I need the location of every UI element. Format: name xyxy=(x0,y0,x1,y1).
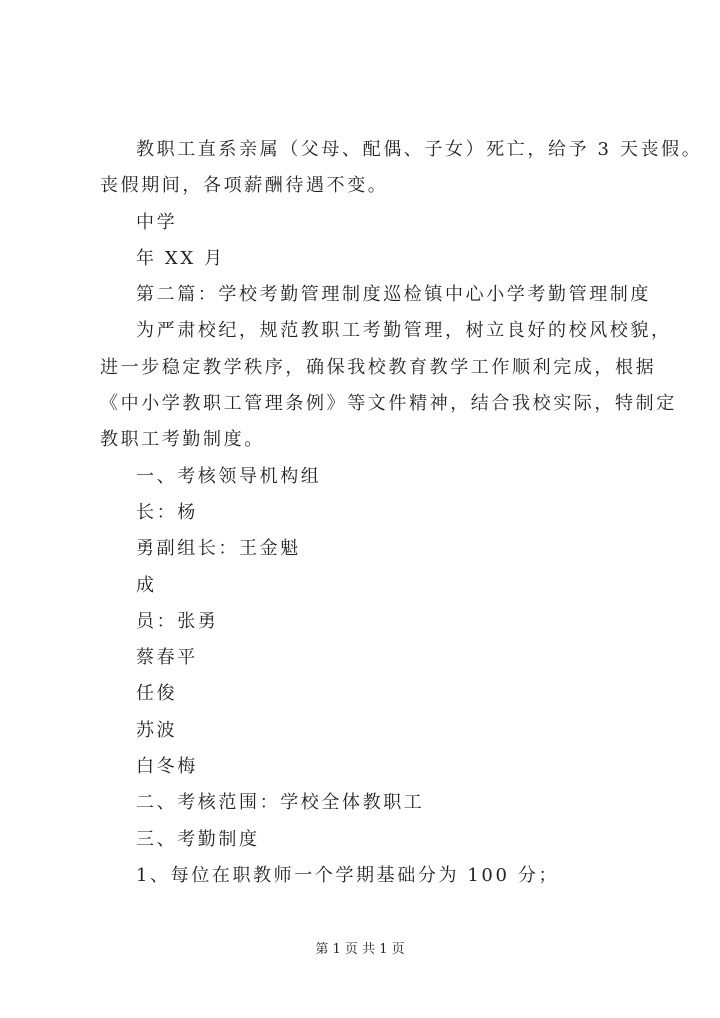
paragraph-line: 三、考勤制度 xyxy=(136,828,260,850)
paragraph-line: 丧假期间，各项薪酬待遇不变。 xyxy=(100,175,389,197)
paragraph-line: 教职工直系亲属（父母、配偶、子女）死亡，给予 3 天丧假。 xyxy=(136,139,703,160)
paragraph-line: 第二篇：学校考勤管理制度巡检镇中心小学考勤管理制度 xyxy=(136,284,651,306)
paragraph-line: 长：杨 xyxy=(136,501,198,523)
paragraph-line: 教职工考勤制度。 xyxy=(100,429,265,451)
paragraph-line: 任俊 xyxy=(136,683,178,705)
paragraph-line: 员：张勇 xyxy=(136,610,219,632)
document-body xyxy=(100,132,703,894)
paragraph-line: 蔡春平 xyxy=(136,647,198,669)
paragraph-line: 《中小学教职工管理条例》等文件精神，结合我校实际，特制定 xyxy=(100,393,677,415)
paragraph-line: 二、考核范围：学校全体教职工 xyxy=(136,792,425,814)
paragraph-line: 年 XX 月 xyxy=(136,247,225,269)
paragraph-line: 成 xyxy=(136,574,157,596)
paragraph-line: 中学 xyxy=(136,211,178,233)
paragraph-line: 一、考核领导机构组 xyxy=(136,465,322,487)
paragraph-line: 1、每位在职教师一个学期基础分为 100 分； xyxy=(136,864,560,886)
paragraph-line: 白冬梅 xyxy=(136,756,198,778)
page-footer: 第 1 页 共 1 页 xyxy=(315,942,405,957)
paragraph-line: 进一步稳定教学秩序，确保我校教育教学工作顺利完成，根据 xyxy=(100,356,657,378)
paragraph-line: 为严肃校纪，规范教职工考勤管理，树立良好的校风校貌， xyxy=(136,320,672,342)
paragraph-line: 勇副组长：王金魁 xyxy=(136,538,301,560)
paragraph-line: 苏波 xyxy=(136,719,178,741)
